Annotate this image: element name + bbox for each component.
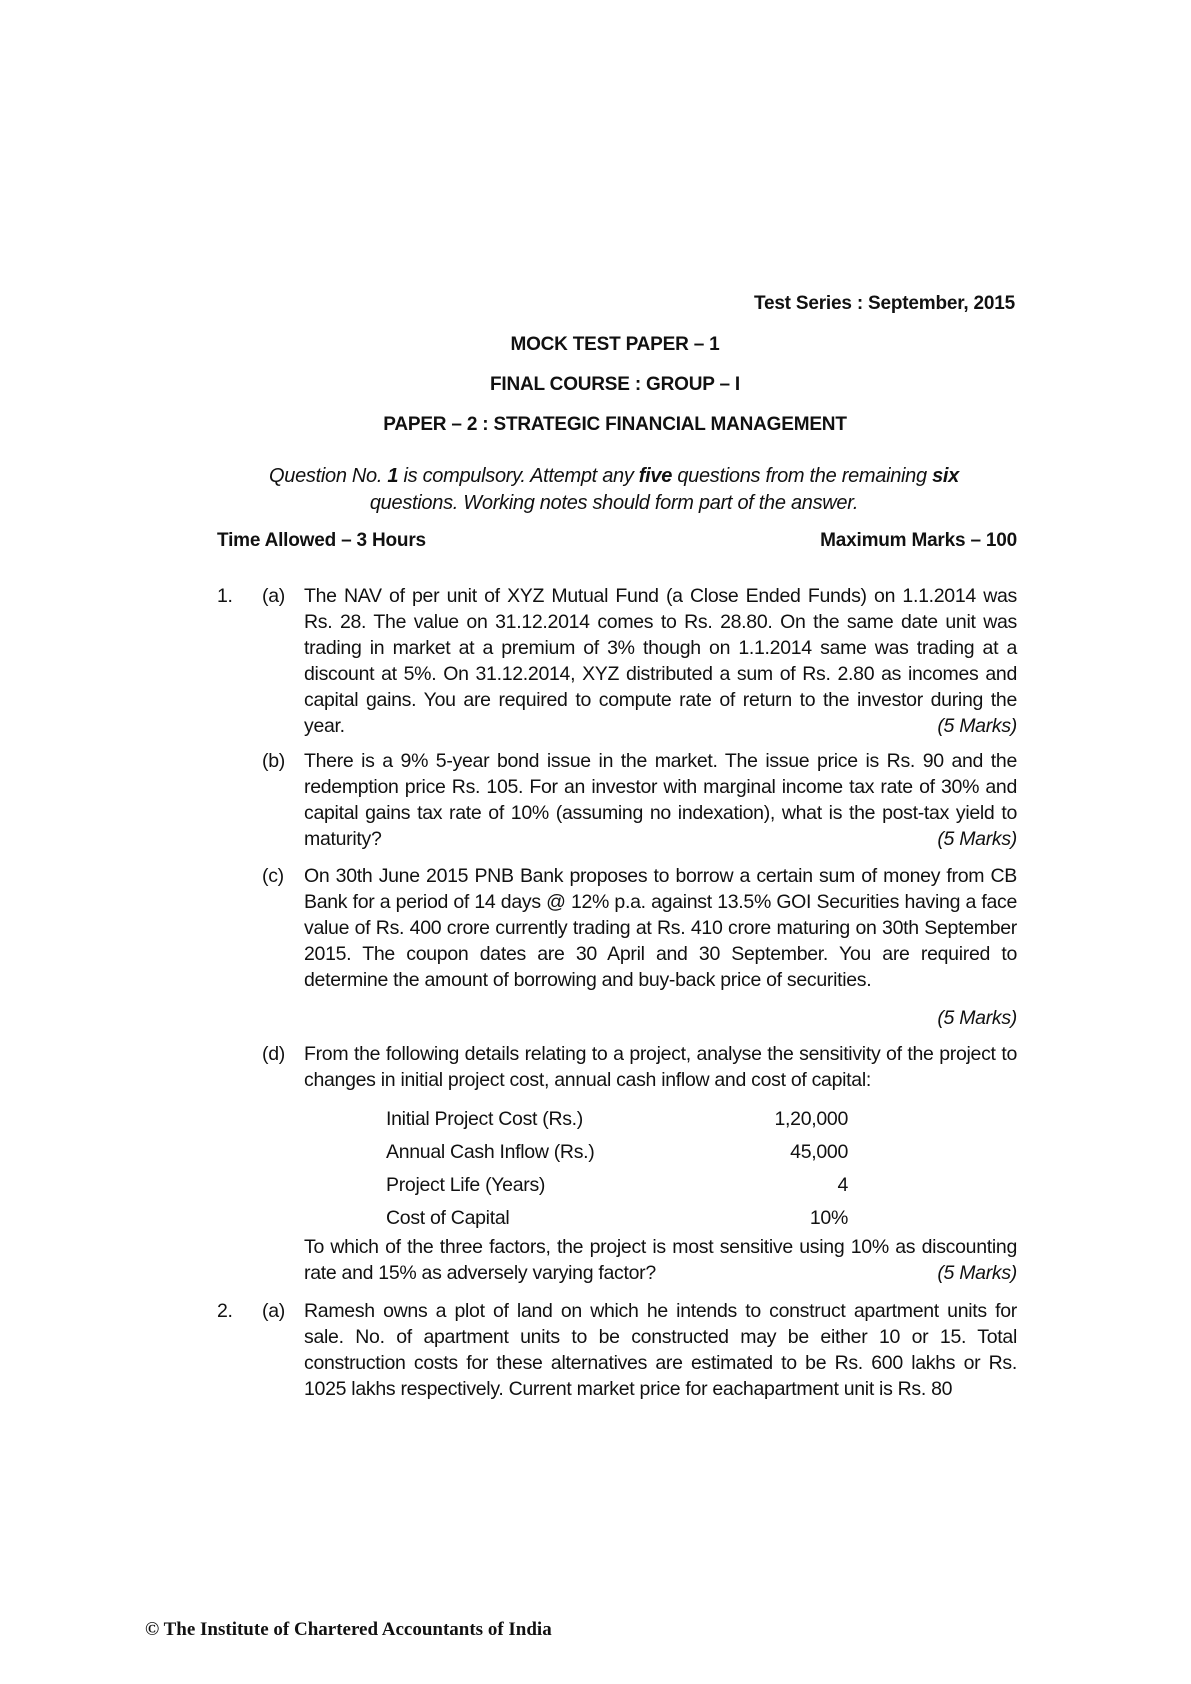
row-value: 4 [837, 1174, 848, 1196]
part-label: (d) [262, 1043, 285, 1065]
row-label: Annual Cash Inflow (Rs.) [386, 1141, 595, 1163]
table-row [386, 1139, 848, 1172]
copyright-footer: © The Institute of Chartered Accountants of India [145, 1619, 552, 1640]
table-row [386, 1172, 848, 1205]
row-value: 1,20,000 [774, 1108, 848, 1130]
marks-label: (5 Marks) [937, 828, 1017, 850]
row-value: 10% [809, 1207, 848, 1229]
maximum-marks: Maximum Marks – 100 [820, 530, 1017, 551]
question-2a-text: Ramesh owns a plot of land on which he intends to construct apartment units for sale. No. of apartment units to be constructed may be either 10 or 15. Total construction costs for these alternatives are estimated to be Rs. 600 lakhs or Rs. 1025 lakhs respectively. Current market price for eachapartment unit is Rs. 80 [304, 1300, 1017, 1400]
part-label: (a) [262, 1300, 285, 1322]
marks-label: (5 Marks) [937, 1007, 1017, 1029]
marks-label: (5 Marks) [937, 715, 1017, 737]
question-1d-text: From the following details relating to a project, analyse the sensitivity of the project to changes in initial project cost, annual cash inflow and cost of capital: [304, 1043, 1017, 1091]
part-label: (b) [262, 750, 285, 772]
project-details-table [386, 1106, 848, 1238]
time-allowed: Time Allowed – 3 Hours [217, 530, 426, 551]
exam-meta [217, 530, 1017, 552]
question-1c-text: On 30th June 2015 PNB Bank proposes to borrow a certain sum of money from CB Bank for a period of 14 days @ 12% p.a. against 13.5% GOI Securities having a face value of Rs. 400 crore currently trading at Rs. 410 crore maturing on 30th September 2015. The coupon dates are 30 April and 30 September. You are required to determine the amount of borrowing and buy-back price of securities. [304, 865, 1017, 991]
paper-title: PAPER – 2 : STRATEGIC FINANCIAL MANAGEMENT [383, 414, 847, 435]
table-row [386, 1106, 848, 1139]
question-number: 1. [217, 585, 233, 607]
row-label: Initial Project Cost (Rs.) [386, 1108, 583, 1130]
part-label: (c) [262, 865, 284, 887]
question-1b-text: There is a 9% 5-year bond issue in the market. The issue price is Rs. 90 and the redemption price Rs. 105. For an investor with marginal income tax rate of 30% and capital gains tax rate of 10% (assuming no indexation), what is the post-tax yield to maturity? (5 Marks) [304, 750, 1017, 850]
course-group-title: FINAL COURSE : GROUP – I [490, 374, 740, 395]
part-label: (a) [262, 585, 285, 607]
question-1d-followup: To which of the three factors, the project is most sensitive using 10% as discounting rate and 15% as adversely varying factor? (5 Marks) [304, 1236, 1017, 1284]
row-label: Project Life (Years) [386, 1174, 546, 1196]
question-1a-text: The NAV of per unit of XYZ Mutual Fund (a Close Ended Funds) on 1.1.2014 was Rs. 28. The value on 31.12.2014 comes to Rs. 28.80. On the same date unit was trading in market at a premium of 3% though on 1.1.2014 same was trading at a discount at 5%. On 31.12.2014, XYZ distributed a sum of Rs. 2.80 as incomes and capital gains. You are required to compute rate of return to the investor during the year. (5 Marks) [304, 585, 1017, 737]
marks-label: (5 Marks) [937, 1262, 1017, 1284]
exam-instructions: Question No. 1 is compulsory. Attempt any five questions from the remaining six questions. Working notes should form part of the answer. [269, 465, 959, 514]
test-series-label: Test Series : September, 2015 [753, 293, 1015, 314]
question-number: 2. [217, 1300, 233, 1322]
mock-test-title: MOCK TEST PAPER – 1 [510, 334, 720, 355]
row-label: Cost of Capital [386, 1207, 510, 1229]
row-value: 45,000 [790, 1141, 848, 1163]
